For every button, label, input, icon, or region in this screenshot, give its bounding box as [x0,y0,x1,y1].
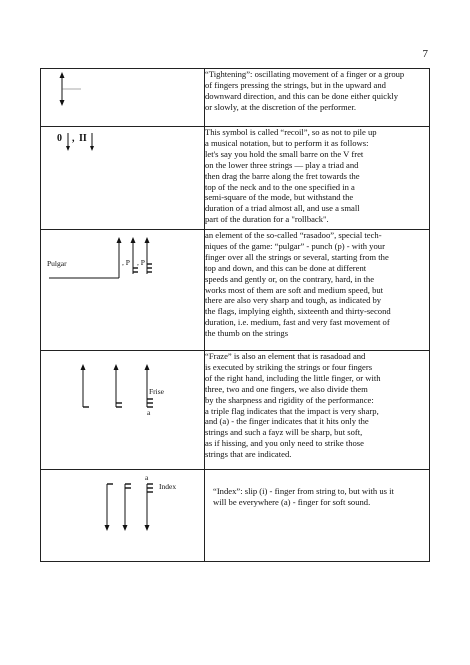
text-line: top and down, and this can be done at different [205,262,367,273]
text-line: “Fraze” is also an element that is rasadoad and [205,351,366,361]
text-line: finger over all the strings or several, starting from the [205,251,389,262]
index-symbol-icon [41,470,204,562]
text-line: of the right hand, including the little finger, or with [205,372,381,383]
text-line: and (a) - the finger indicates that it hits only the [205,416,369,427]
description-recoil [205,127,430,230]
frise-finger-label: a [147,408,151,417]
text-line: the thumb on the strings [205,328,289,339]
symbol-cell-recoil [41,127,205,230]
pulgar-label-p2: , P [137,258,145,267]
text-line: let's say you hold the small barre on the V fret [205,148,364,159]
recoil-symbol-icon [41,127,204,230]
text-line: strings that are indicated. [205,449,292,460]
table-row [41,351,430,470]
frise-symbol-icon [41,351,204,470]
text-line: niques of the game: “pulgar” - punch (p) - with your [205,240,385,251]
text-line: duration of a triad almost all, and use a small [205,203,360,214]
text-line: downward direction, and this can be done either quickly [205,90,399,101]
recoil-label-zero: 0 [57,133,62,144]
text-line: a triple flag indicates that the impact is very sharp, [205,405,379,416]
text-line: “Index”: slip (i) - finger from string to, but with us it [213,486,394,496]
description-frise [205,351,430,470]
description-index [205,470,430,562]
text-line: “Tightening”: oscillating movement of a finger or a group [205,69,405,79]
text-line: is executed by striking the strings or four fingers [205,361,373,372]
pulgar-label-p1: , P [122,258,130,267]
tightening-symbol-icon [41,69,204,127]
pulgar-label: Pulgar [47,259,67,268]
text-line: works most of them are soft and medium speed, but [205,284,384,295]
recoil-label-comma: , [72,133,75,144]
index-label: Index [159,482,177,491]
table-row [41,69,430,127]
pulgar-symbol-icon [41,230,204,351]
text-line: there are also very sharp and tough, as indicated by [205,295,382,306]
symbol-cell-index [41,470,205,562]
page-number: 7 [422,48,428,60]
text-line: This symbol is called “recoil”, so as not to pile up [205,127,377,137]
text-line: will be everywhere (a) - finger for soft sound. [213,496,371,507]
description-tightening [205,69,430,127]
recoil-label-two: II [79,133,87,144]
text-line: of fingers pressing the strings, but in the upward and [205,79,386,90]
frise-label: Frise [149,387,164,396]
table-row [41,230,430,351]
symbol-cell-pulgar [41,230,205,351]
text-line: part of the duration for a "rollback". [205,214,329,225]
table-row [41,470,430,562]
symbol-table [40,68,430,562]
text-line: top of the neck and to the one specified in a [205,181,355,192]
text-line: or slowly, at the discretion of the performer. [205,101,356,112]
text-line: speeds and gently or, on the contrary, hard, in the [205,273,375,284]
text-line: three, two and one fingers, we also divide them [205,383,368,394]
text-line: semi-square of the mode, but withstand the [205,192,354,203]
table-row [41,127,430,230]
text-line: a musical notation, but to perform it as follows: [205,137,369,148]
text-line: then drag the barre along the fret towards the [205,170,360,181]
index-finger-label: a [145,473,149,482]
text-line: strings and such a fayz will be sharp, but soft, [205,427,363,438]
text-line: by the sharpness and rigidity of the performance: [205,394,374,405]
text-line: duration, i.e. medium, fast and very fast movement of [205,317,390,328]
symbol-cell-tightening [41,69,205,127]
text-line: the flags, implying eighth, sixteenth and thirty-second [205,306,391,317]
description-pulgar [205,230,430,351]
text-line: an element of the so-called “rasadoo”, special tech- [205,230,382,240]
symbol-cell-frise [41,351,205,470]
text-line: on the lower three strings — play a triad and [205,159,359,170]
text-line: as if hissing, and you only need to strike those [205,438,364,449]
